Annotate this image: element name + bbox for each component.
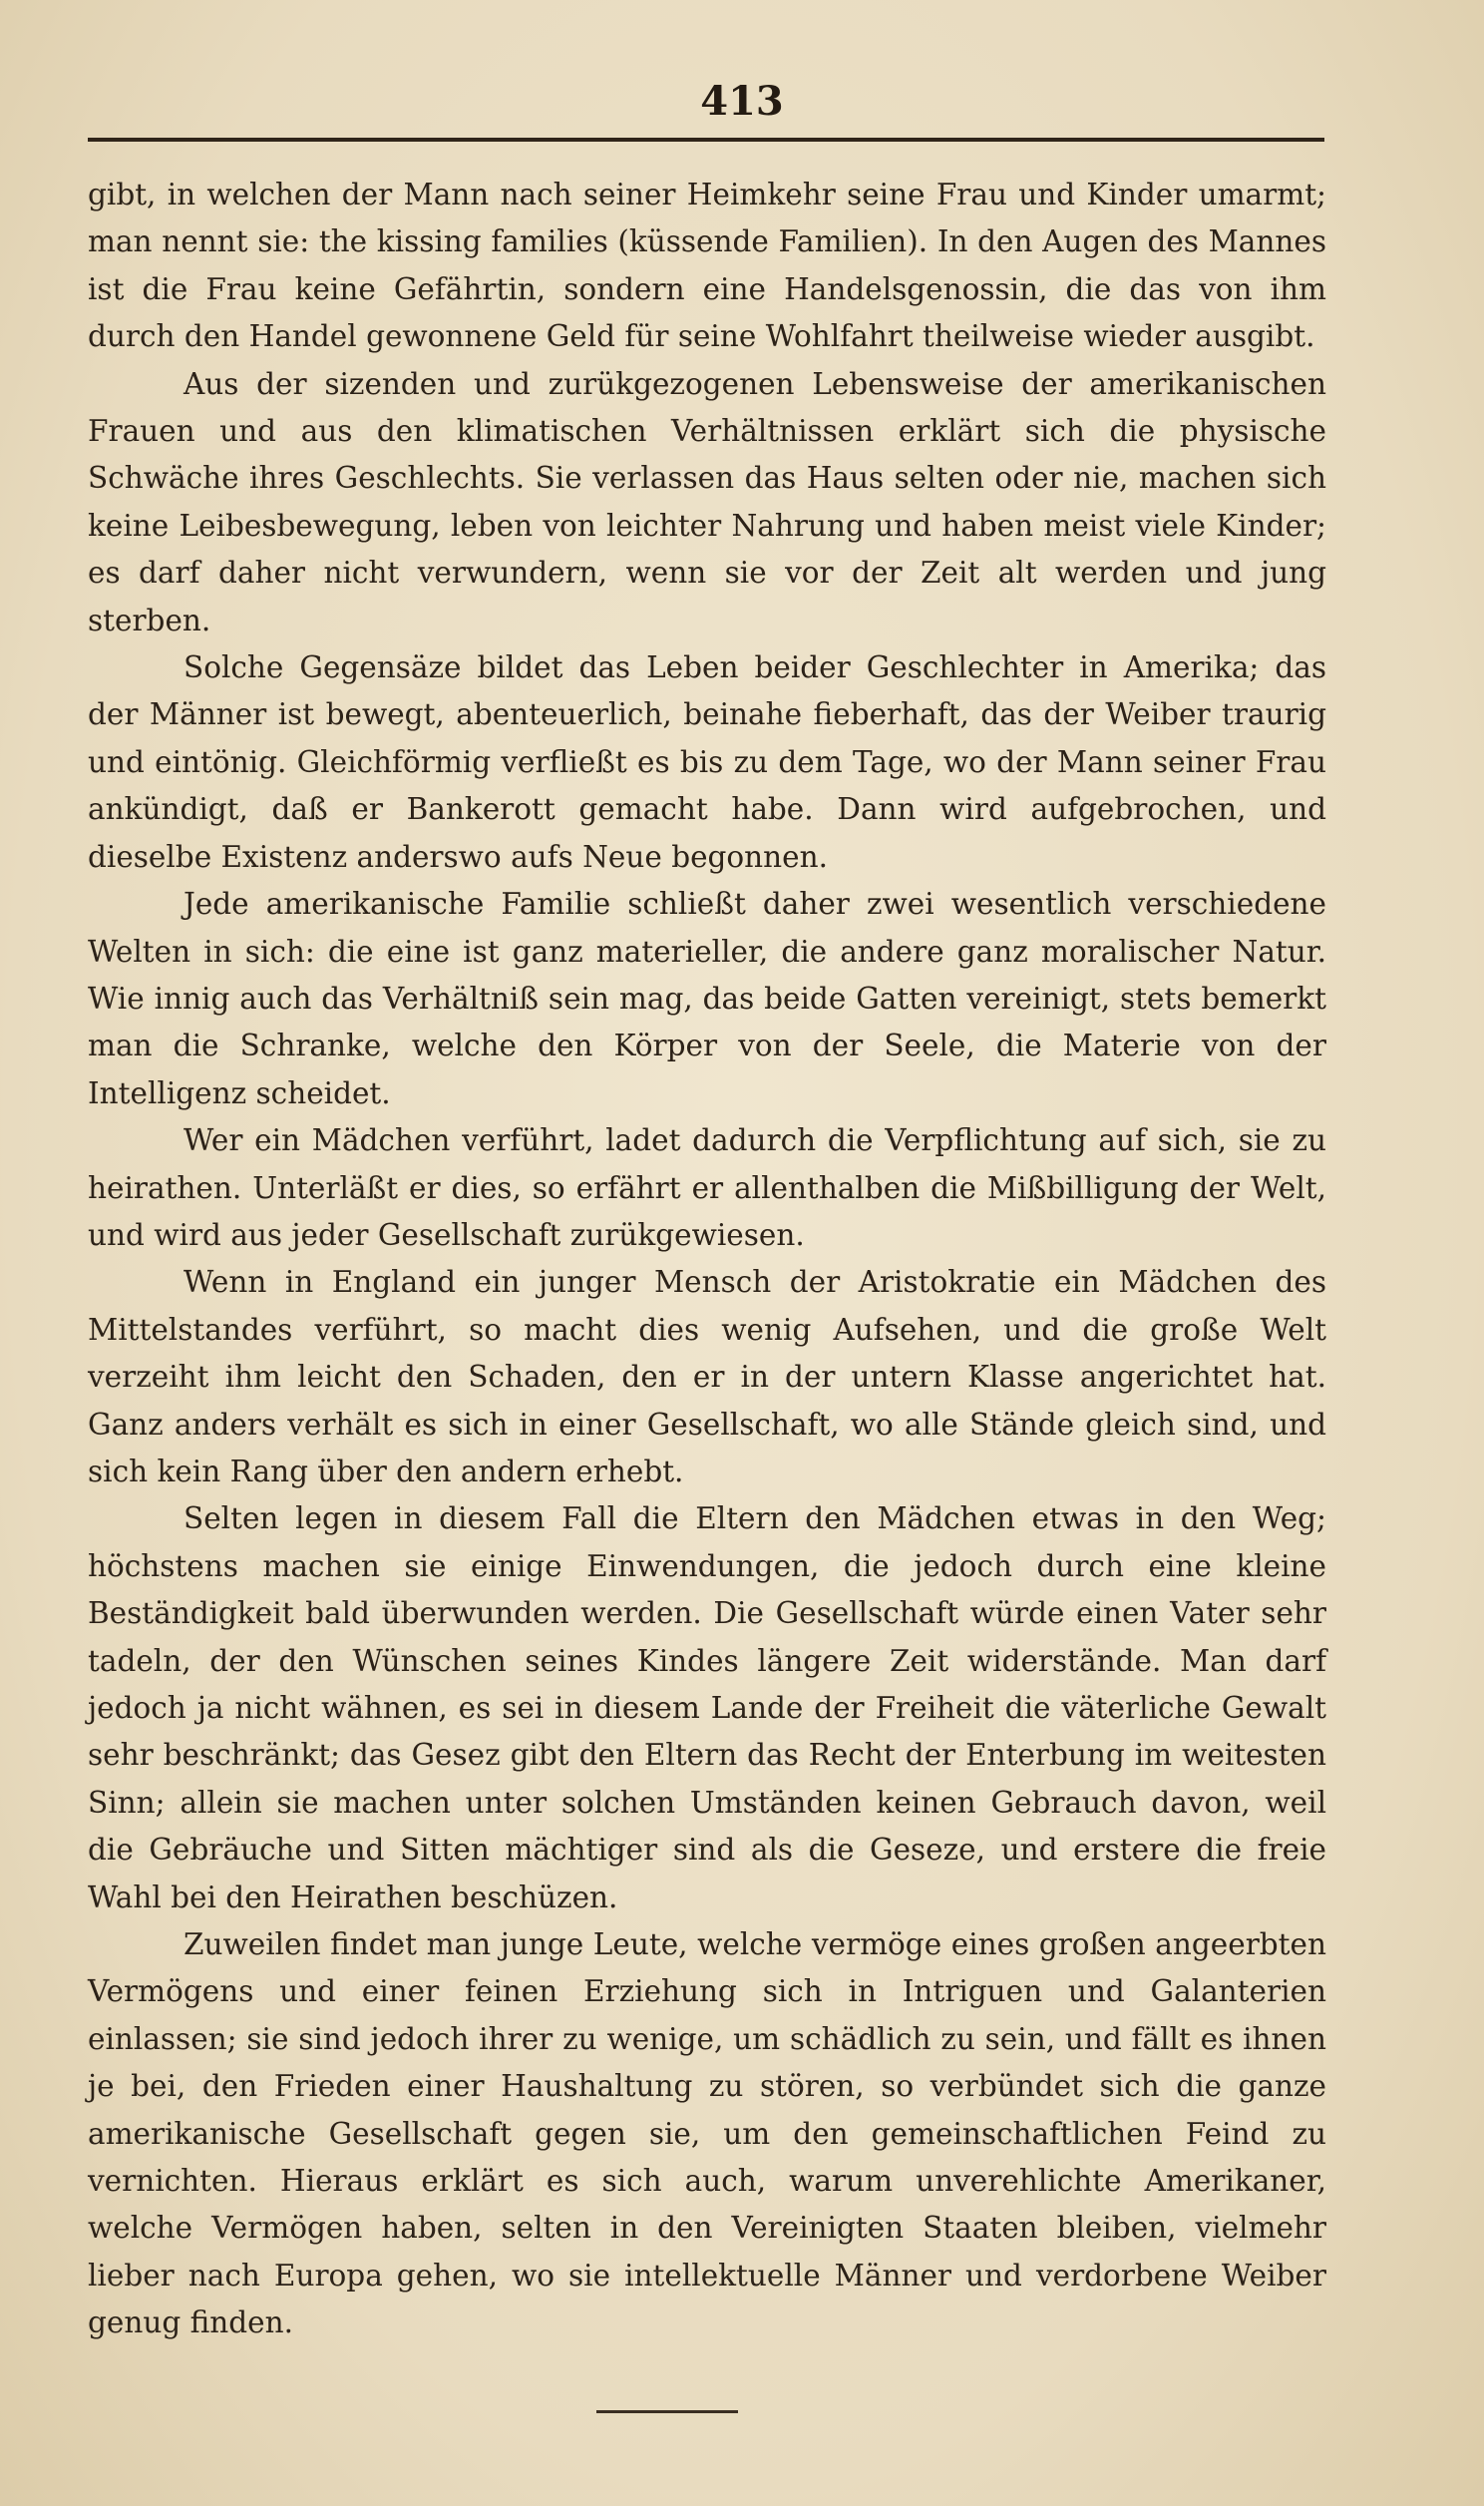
paragraph-2: Aus der sizenden und zurükgezogenen Lebensweise der amerikanischen Frauen und aus den klimatischen Verhältnissen erklärt sich die physische Schwäche ihres Geschlechts. Sie verlassen das Haus selten oder nie, machen sich keine Leibesbewegung, leben von leichter Nahrung und haben meist viele Kinder; es darf daher nicht verwundern, wenn sie vor der Zeit alt werden und jung sterben. — [88, 366, 1326, 637]
paragraph-5: Wer ein Mädchen verführt, ladet dadurch die Verpflichtung auf sich, sie zu heirathen. Unterläßt er dies, so erfährt er allenthalben die Mißbilligung der Welt, und wird aus jeder Gesellschaft zurükgewiesen. — [88, 1123, 1326, 1252]
paragraph-7: Selten legen in diesem Fall die Eltern den Mädchen etwas in den Weg; höchstens machen sie einige Einwendungen, die jedoch durch eine kleine Beständigkeit bald überwunden werden. Die Gesellschaft würde einen Vater sehr tadeln, der den Wünschen seines Kindes längere Zeit widerstände. Man darf jedoch ja nicht wähnen, es sei in diesem Lande der Freiheit die väterliche Gewalt sehr beschränkt; das Gesez gibt den Eltern das Recht der Enterbung im weitesten Sinn; allein sie machen unter solchen Umständen keinen Gebrauch davon, weil die Gebräuche und Sitten mächtiger sind als die Geseze, und erstere die freie Wahl bei den Heirathen beschüzen. — [88, 1501, 1326, 1914]
footer-rule — [596, 2410, 738, 2413]
paragraph-4: Jede amerikanische Familie schließt daher zwei wesentlich verschiedene Welten in sich: die eine ist ganz materieller, die andere ganz moralischer Natur. Wie innig auch das Verhältniß sein mag, das beide Gatten vereinigt, stets bemerkt man die Schranke, welche den Körper von der Seele, die Materie von der Intelligenz scheidet. — [88, 887, 1326, 1110]
paragraph-6: Wenn in England ein junger Mensch der Aristokratie ein Mädchen des Mittelstandes verführt, so macht dies wenig Aufsehen, und die große Welt verzeiht ihm leicht den Schaden, den er in der untern Klasse angerichtet hat. Ganz anders verhält es sich in einer Gesellschaft, wo alle Stände gleich sind, und sich kein Rang über den andern erhebt. — [88, 1265, 1326, 1488]
body-text — [88, 172, 1326, 2347]
header-rule — [88, 138, 1324, 142]
page-number: 413 — [700, 78, 784, 125]
paragraph-8: Zuweilen findet man junge Leute, welche vermöge eines großen angeerbten Vermögens und einer feinen Erziehung sich in Intriguen und Galanterien einlassen; sie sind jedoch ihrer zu wenige, um schädlich zu sein, und fällt es ihnen je bei, den Frieden einer Haushaltung zu stören, so verbündet sich die ganze amerikanische Gesellschaft gegen sie, um den gemeinschaftlichen Feind zu vernichten. Hieraus erklärt es sich auch, warum unverehlichte Amerikaner, welche Vermögen haben, selten in den Vereinigten Staaten bleiben, vielmehr lieber nach Europa gehen, wo sie intellektuelle Männer und verdorbene Weiber genug finden. — [88, 1927, 1326, 2340]
paragraph-1: gibt, in welchen der Mann nach seiner Heimkehr seine Frau und Kinder umarmt; man nennt sie: the kissing families (küssende Familien). In den Augen des Mannes ist die Frau keine Gefährtin, sondern eine Handelsgenossin, die das von ihm durch den Handel gewonnene Geld für seine Wohlfahrt theilweise wieder ausgibt. — [88, 178, 1326, 354]
paragraph-3: Solche Gegensäze bildet das Leben beider Geschlechter in Amerika; das der Männer ist bewegt, abenteuerlich, beinahe fieberhaft, das der Weiber traurig und eintönig. Gleichförmig verfließt es bis zu dem Tage, wo der Mann seiner Frau ankündigt, daß er Bankerott gemacht habe. Dann wird aufgebrochen, und dieselbe Existenz anderswo aufs Neue begonnen. — [88, 650, 1326, 874]
